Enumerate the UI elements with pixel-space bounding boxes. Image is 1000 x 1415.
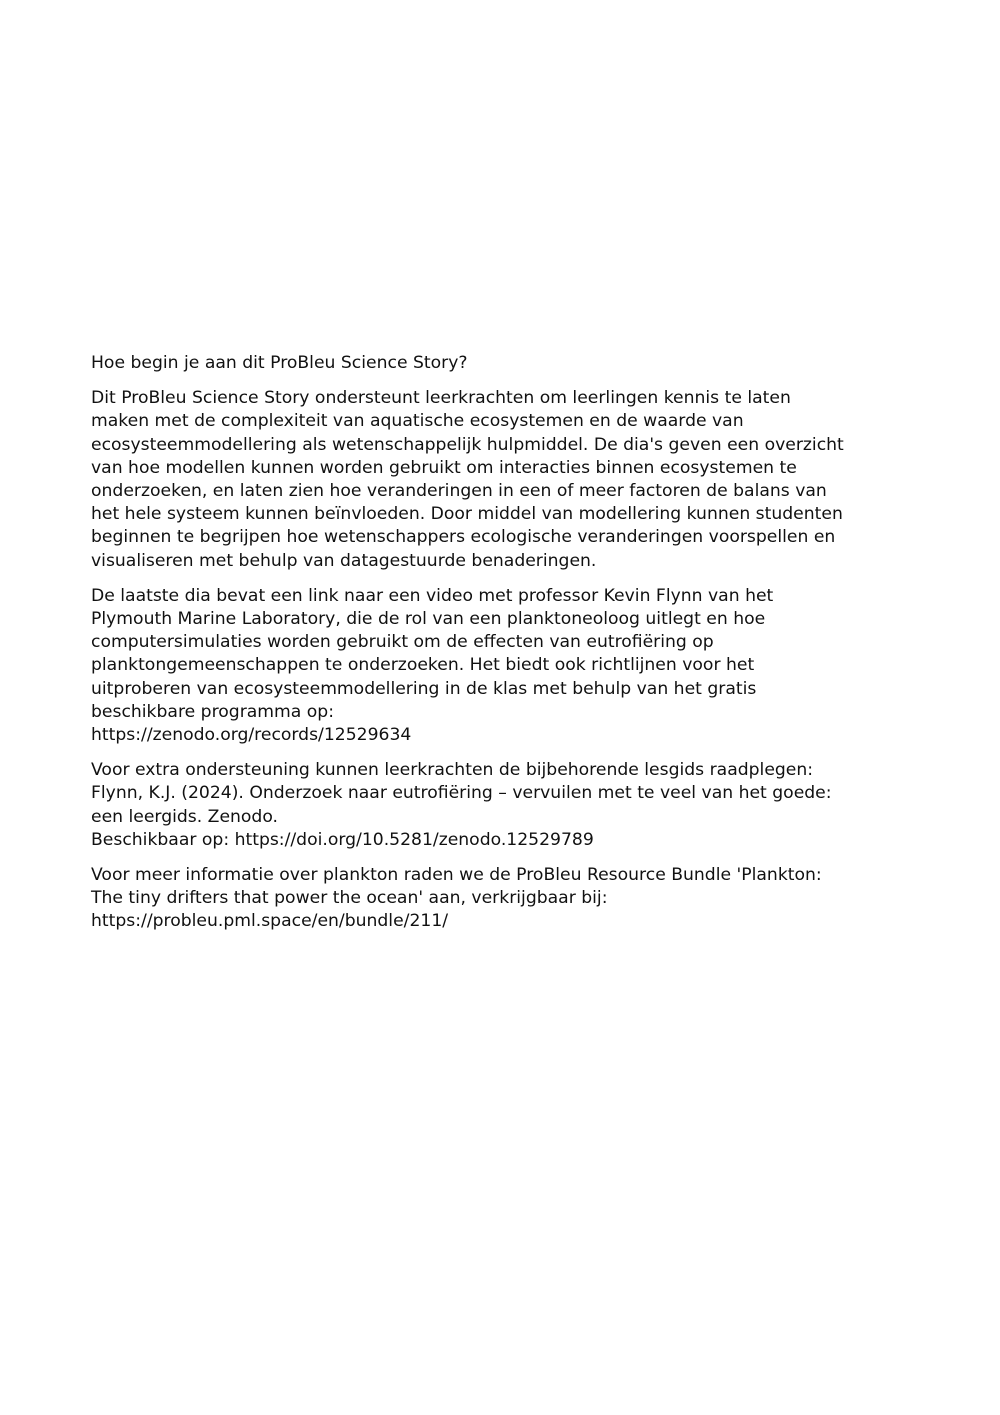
document-body (91, 352, 921, 946)
text-line: uitproberen van ecosysteemmodellering in de klas met behulp van het gratis (91, 678, 757, 699)
text-line: het hele systeem kunnen beïnvloeden. Door middel van modellering kunnen studenten (91, 504, 843, 525)
text-line: planktongemeenschappen te onderzoeken. Het biedt ook richtlijnen voor het (91, 655, 755, 676)
zenodo-records-link[interactable]: https://zenodo.org/records/12529634 (91, 725, 412, 746)
section-heading: Hoe begin je aan dit ProBleu Science Story? (91, 353, 468, 373)
text-line: De laatste dia bevat een link naar een video met professor Kevin Flynn van het (91, 585, 774, 606)
text-line: Voor meer informatie over plankton raden we de ProBleu Resource Bundle 'Plankton: (91, 865, 822, 886)
text-line: computersimulaties worden gebruikt om de effecten van eutrofiëring op (91, 632, 714, 653)
text-line: ecosysteemmodellering als wetenschappelijk hulpmiddel. De dia's geven een overzicht (91, 434, 844, 455)
paragraph-resource-bundle (91, 864, 921, 934)
paragraph-video (91, 585, 921, 747)
text-line: Plymouth Marine Laboratory, die de rol van een planktoneoloog uitlegt en hoe (91, 609, 766, 630)
text-line: onderzoeken, en laten zien hoe veranderingen in een of meer factoren de balans van (91, 481, 827, 502)
citation-line: Flynn, K.J. (2024). Onderzoek naar eutrofiëring – vervuilen met te veel van het goede: (91, 783, 832, 804)
text-line: beginnen te begrijpen hoe wetenschappers ecologische veranderingen voorspellen en (91, 527, 836, 548)
text-line: maken met de complexiteit van aquatische ecosystemen en de waarde van (91, 411, 744, 432)
text-line: Voor extra ondersteuning kunnen leerkrachten de bijbehorende lesgids raadplegen: (91, 760, 814, 781)
paragraph-intro (91, 387, 921, 573)
text-line: visualiseren met behulp van datagestuurde benaderingen. (91, 550, 597, 571)
citation-line: een leergids. Zenodo. (91, 806, 279, 827)
text-line: van hoe modellen kunnen worden gebruikt om interacties binnen ecosystemen te (91, 457, 797, 478)
paragraph-lesson-guide (91, 759, 921, 852)
doi-link[interactable]: Beschikbaar op: https://doi.org/10.5281/zenodo.12529789 (91, 829, 594, 850)
text-line: beschikbare programma op: (91, 701, 334, 722)
probleu-bundle-link[interactable]: https://probleu.pml.space/en/bundle/211/ (91, 911, 449, 932)
text-line: The tiny drifters that power the ocean' aan, verkrijgbaar bij: (91, 888, 608, 909)
text-line: Dit ProBleu Science Story ondersteunt leerkrachten om leerlingen kennis te laten (91, 388, 791, 409)
